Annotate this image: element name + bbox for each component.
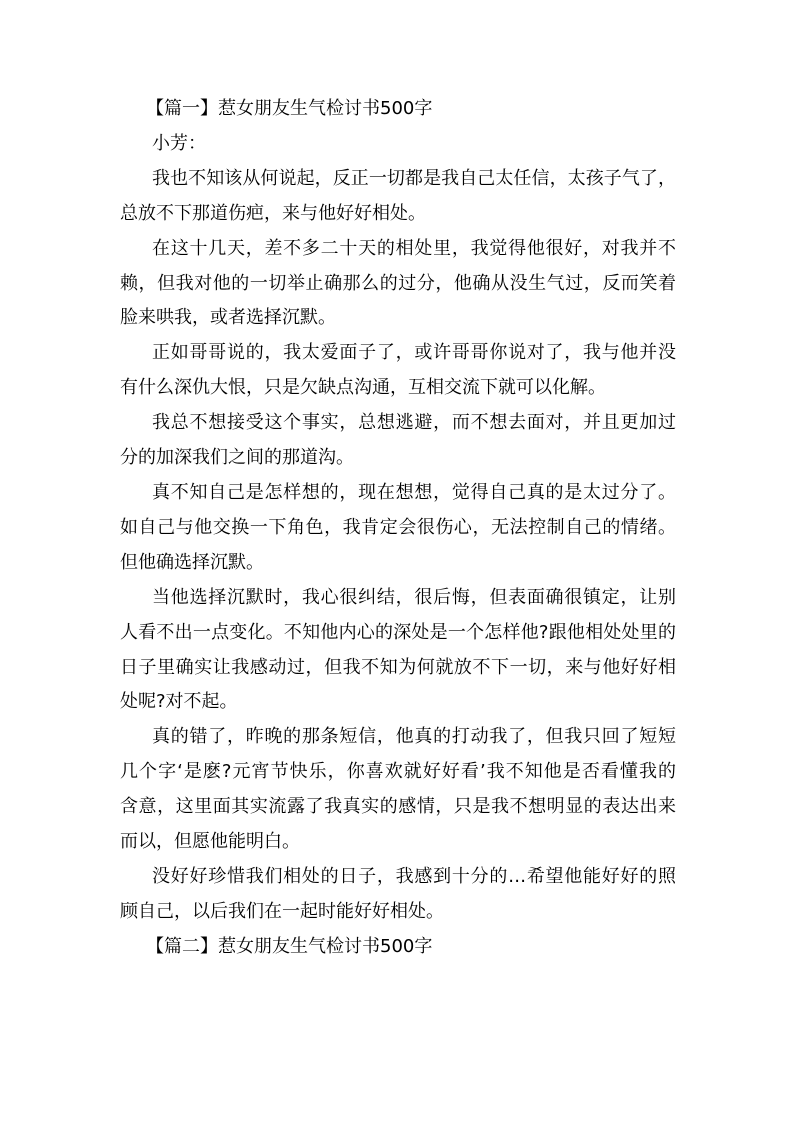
paragraph-3-line-2: 有什么深仇大恨，只是欠缺点沟通，互相交流下就可以化解。 (120, 377, 606, 399)
paragraph-7-line-3: 含意，这里面其实流露了我真实的感情，只是我不想明显的表达出来 (120, 796, 676, 818)
paragraph-6-line-4: 处呢?对不起。 (120, 691, 238, 713)
paragraph-1-line-1: 我也不知该从何说起，反正一切都是我自己太任信，太孩子气了， (152, 167, 676, 189)
section-title-1: 【篇一】惹女朋友生气检讨书500字 (146, 98, 433, 119)
paragraph-7-line-4: 而以，但愿他能明白。 (120, 831, 300, 853)
paragraph-2-line-1: 在这十几天，差不多二十天的相处里，我觉得他很好，对我并不 (152, 237, 676, 259)
paragraph-6-line-2: 人看不出一点变化。不知他内心的深处是一个怎样他?跟他相处处里的 (120, 621, 676, 643)
paragraph-8-line-1: 没好好珍惜我们相处的日子，我感到十分的…希望他能好好的照 (152, 865, 676, 887)
salutation: 小芳： (152, 132, 206, 154)
paragraph-4-line-2: 分的加深我们之间的那道沟。 (120, 447, 354, 469)
paragraph-5-line-1: 真不知自己是怎样想的，现在想想，觉得自己真的是太过分了。 (152, 481, 676, 503)
paragraph-6-line-3: 日子里确实让我感动过，但我不知为何就放不下一切，来与他好好相 (120, 656, 676, 678)
paragraph-5-line-3: 但他确选择沉默。 (120, 551, 264, 573)
paragraph-7-line-1: 真的错了，昨晚的那条短信，他真的打动我了，但我只回了短短 (152, 726, 676, 748)
paragraph-4-line-1: 我总不想接受这个事实，总想逃避，而不想去面对，并且更加过 (152, 412, 676, 434)
section-title-2: 【篇二】惹女朋友生气检讨书500字 (146, 935, 433, 957)
paragraph-2-line-3: 脸来哄我，或者选择沉默。 (120, 307, 336, 329)
paragraph-1-line-2: 总放不下那道伤疤，来与他好好相处。 (120, 202, 426, 224)
paragraph-3-line-1: 正如哥哥说的，我太爱面子了，或许哥哥你说对了，我与他并没 (152, 342, 676, 364)
paragraph-6-line-1: 当他选择沉默时，我心很纠结，很后悔，但表面确很镇定，让别 (152, 586, 676, 608)
paragraph-8-line-2: 顾自己，以后我们在一起时能好好相处。 (120, 900, 444, 922)
document-body (120, 92, 676, 965)
paragraph-2-line-2: 赖，但我对他的一切举止确那么的过分，他确从没生气过，反而笑着 (120, 272, 676, 294)
paragraph-5-line-2: 如自己与他交换一下角色，我肯定会很伤心，无法控制自己的情绪。 (120, 516, 676, 538)
paragraph-7-line-2: 几个字‘是麽?元宵节快乐，你喜欢就好好看’我不知他是否看懂我的 (120, 761, 676, 783)
